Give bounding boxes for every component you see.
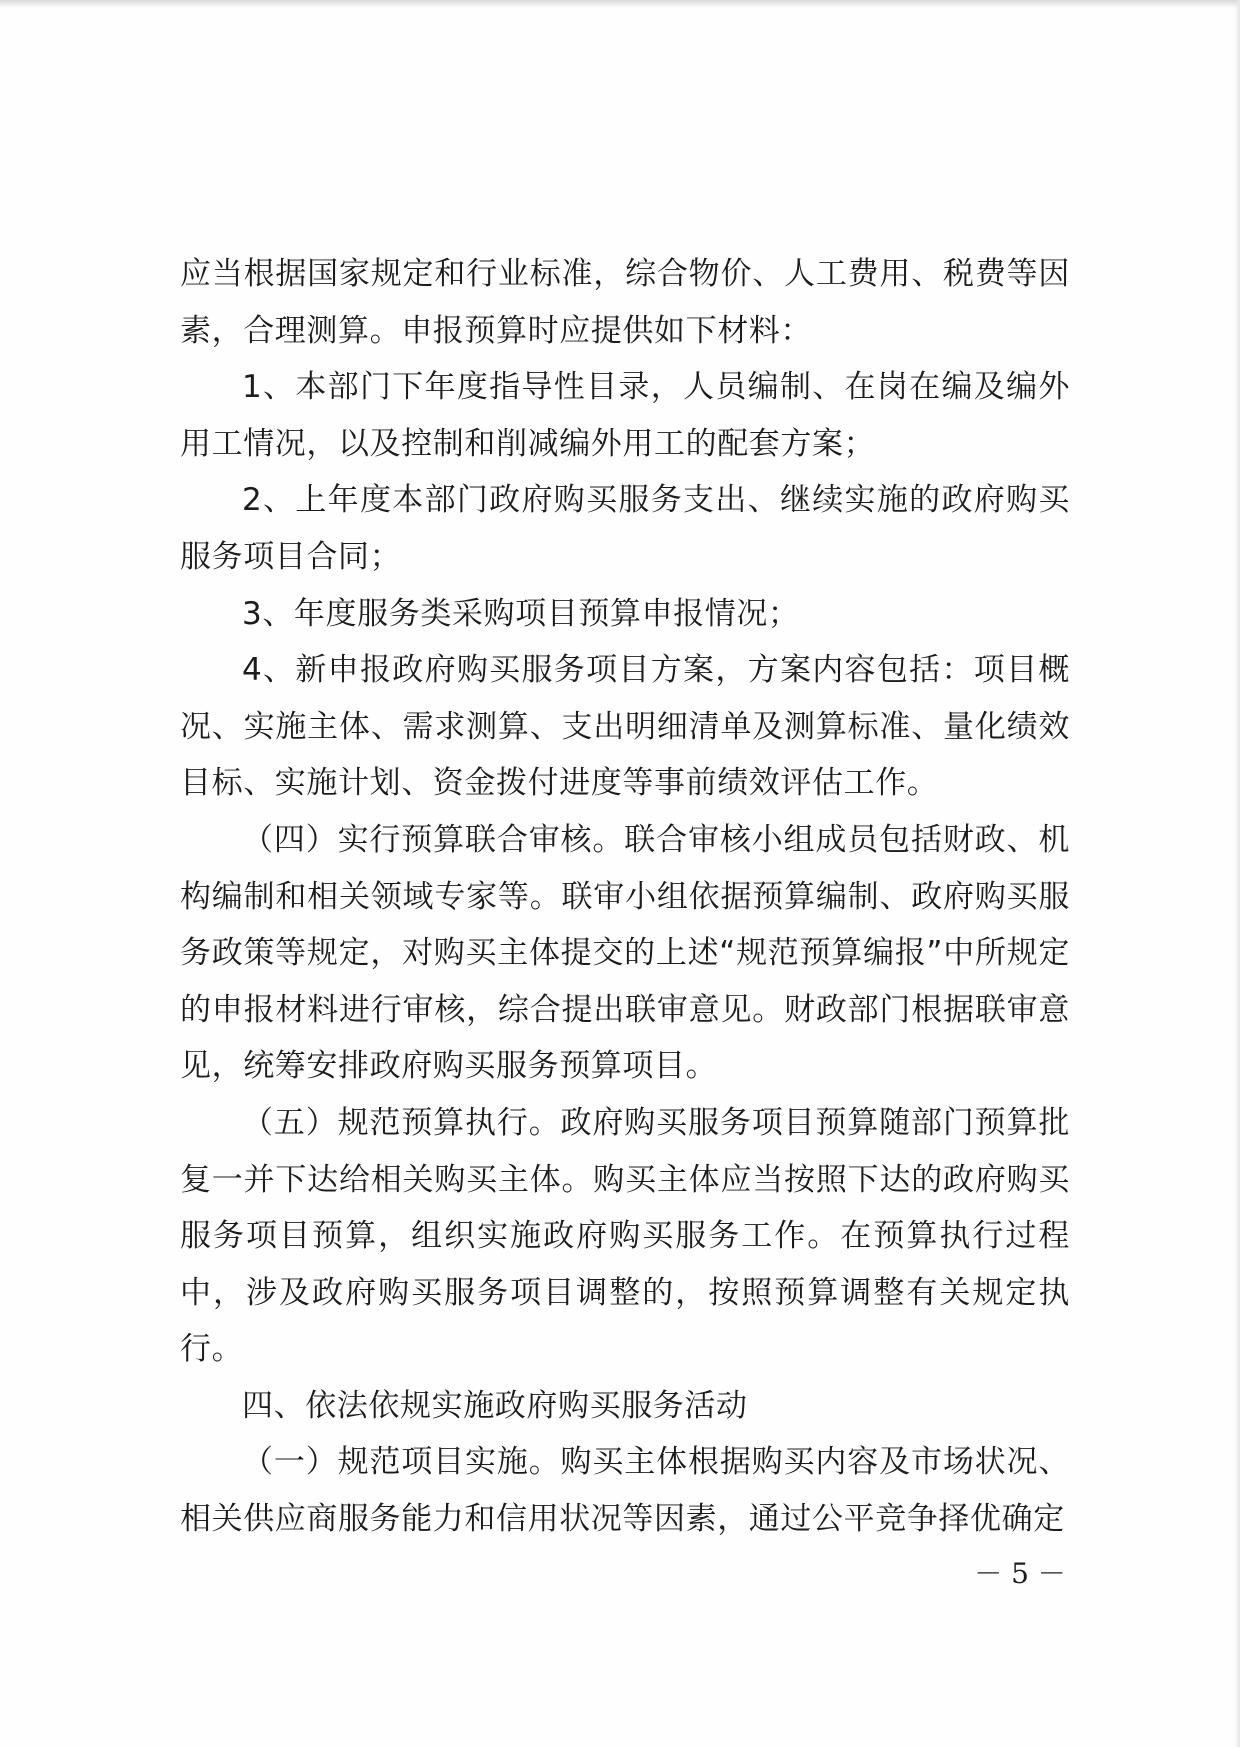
paragraph-item-1: 1、本部门下年度指导性目录，人员编制、在岗在编及编外用工情况，以及控制和削减编外用工的配套方案； — [180, 369, 1070, 462]
paragraph-section-5: （五）规范预算执行。政府购买服务项目预算随部门预算批复一并下达给相关购买主体。购买主体应当按照下达的政府购买服务项目预算，组织实施政府购买服务工作。在预算执行过程中，涉及政府购买服务项目调整的，按照预算调整有关规定执行。 — [180, 1104, 1070, 1368]
paragraph-item-2: 2、上年度本部门政府购买服务支出、继续实施的政府购买服务项目合同； — [180, 482, 1070, 575]
paragraph-subsection-1: （一）规范项目实施。购买主体根据购买内容及市场状况、相关供应商服务能力和信用状况等因素，通过公平竞争择优确定 — [180, 1444, 1070, 1538]
page-number: － 5 － — [974, 1557, 1066, 1590]
scan-edge-top — [0, 0, 1240, 8]
paragraph-item-3: 3、年度服务类采购项目预算申报情况； — [242, 595, 800, 632]
paragraph-item-4: 4、新申报政府购买服务项目方案，方案内容包括：项目概况、实施主体、需求测算、支出明细清单及测算标准、量化绩效目标、实施计划、资金拨付进度等事前绩效评估工作。 — [180, 652, 1070, 802]
scan-edge-right — [1234, 0, 1240, 1747]
paragraph-continuation: 应当根据国家规定和行业标准，综合物价、人工费用、税费等因素，合理测算。申报预算时应提供如下材料： — [180, 256, 1070, 349]
paragraph-section-4: （四）实行预算联合审核。联合审核小组成员包括财政、机构编制和相关领域专家等。联审小组依据预算编制、政府购买服务政策等规定，对购买主体提交的上述“规范预算编报”中所规定的申报材料进行审核，综合提出联审意见。财政部门根据联审意见，统筹安排政府购买服务预算项目。 — [180, 821, 1070, 1085]
document-body — [180, 246, 1070, 1548]
heading-part-4: 四、依法依规实施政府购买服务活动 — [242, 1387, 748, 1424]
